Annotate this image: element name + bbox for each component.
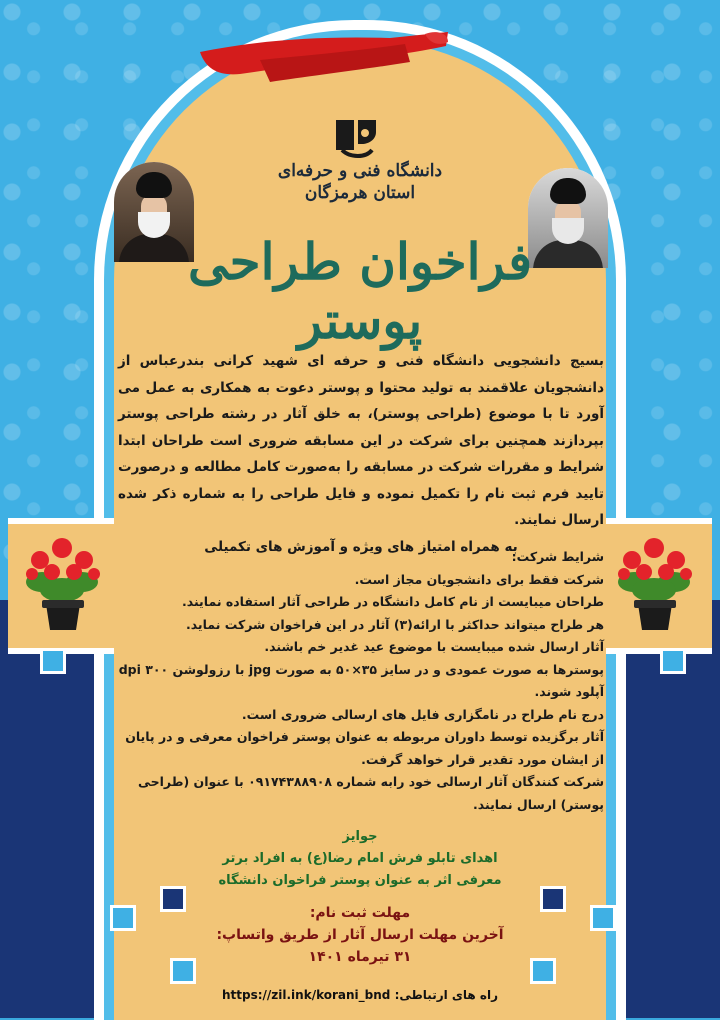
condition-item: شرکت فقط برای دانشجویان مجاز است. — [354, 571, 604, 587]
deadline-heading: مهلت ثبت نام: — [309, 905, 411, 921]
condition-item: آثار برگزیده توسط داوران مربوطه به عنوان پوستر فراخوان معرفی و در پایان از ایشان مورد تقدیر قرار خواهد گرفت. — [125, 729, 604, 767]
decor-square — [110, 905, 136, 931]
intro-bonus: به همراه امتیاز های ویژه و آموزش های تکمیلی — [204, 538, 518, 555]
deadline-date: ۳۱ تیرماه ۱۴۰۱ — [308, 949, 412, 965]
decor-square — [160, 886, 186, 912]
prizes-section — [190, 826, 530, 892]
condition-item: هر طراح میتواند حداکثر با ارائه(۳) آثار در این فراخوان شرکت نماید. — [185, 616, 604, 632]
conditions-heading: شرایط شرکت: — [511, 549, 604, 564]
condition-item: شرکت کنندگان آثار ارسالی خود رابه شماره ۰۹۱۷۴۳۸۸۹۰۸ با عنوان (طراحی پوستر) ارسال نمایند. — [137, 774, 604, 812]
condition-item: طراحان میبایست از نام کامل دانشگاه در طراحی آثار استفاده نمایند. — [181, 594, 604, 609]
flower-pot-left — [22, 530, 104, 636]
decor-square — [660, 648, 686, 674]
decor-square — [40, 648, 66, 674]
condition-item: آثار ارسال شده میبایست با موضوع عید غدیر خم باشند. — [264, 639, 604, 654]
university-name-line2: استان هرمزگان — [304, 183, 416, 203]
deadline-section — [190, 902, 530, 968]
university-logo-icon — [332, 112, 380, 160]
contact-row — [210, 988, 510, 1002]
university-name — [240, 160, 480, 204]
red-ribbon — [200, 30, 450, 90]
prize-item: اهدای تابلو فرش امام رضا(ع) به افراد برتر — [222, 851, 498, 866]
intro-paragraph: بسیج دانشجویی دانشگاه فنی و حرفه ای شهید کرانی بندرعباس از دانشجویان علاقمند به تولید محتوا و پوستر دعوت به همکاری به عمل می آورد تا با موضوع (طراحی پوستر)، به خلق آثار در رشته طراحی پوستر بپردازند همچنین برای شرکت در این مسابقه ضروری است طراحان ابتدا شرایط و مقررات شرکت در مسابقه را به‌صورت کامل مطالعه و درصورت تایید فرم ثبت نام را تکمیل نموده و فایل طراحی را به شماره ذکر شده ارسال نمایند. — [118, 353, 604, 528]
decor-square — [590, 905, 616, 931]
conditions-list — [118, 546, 604, 816]
contact-link[interactable]: https://zil.ink/korani_bnd — [221, 988, 391, 1002]
prizes-heading: جوایز — [342, 829, 378, 844]
prize-item: معرفی اثر به عنوان پوستر فراخوان دانشگاه — [218, 873, 502, 888]
intro-text — [118, 348, 604, 560]
condition-item: درج نام طراح در نامگزاری فایل های ارسالی ضروری است. — [241, 706, 604, 722]
contact-label: راه های ارتباطی: — [394, 988, 499, 1002]
decor-square — [540, 886, 566, 912]
decor-square — [530, 958, 556, 984]
deadline-line1: آخرین مهلت ارسال آثار از طریق واتساپ: — [216, 927, 504, 943]
university-name-line1: دانشگاه فنی و حرفه‌ای — [277, 161, 443, 181]
page-title: فراخوان طراحی پوستر — [188, 232, 532, 350]
flower-pot-right — [614, 530, 696, 636]
condition-item: پوسترها به صورت عمودی و در سایز ۳۵×۵۰ به صورت jpg با رزولوشن ۳۰۰ dpi آپلود شوند. — [118, 661, 604, 699]
